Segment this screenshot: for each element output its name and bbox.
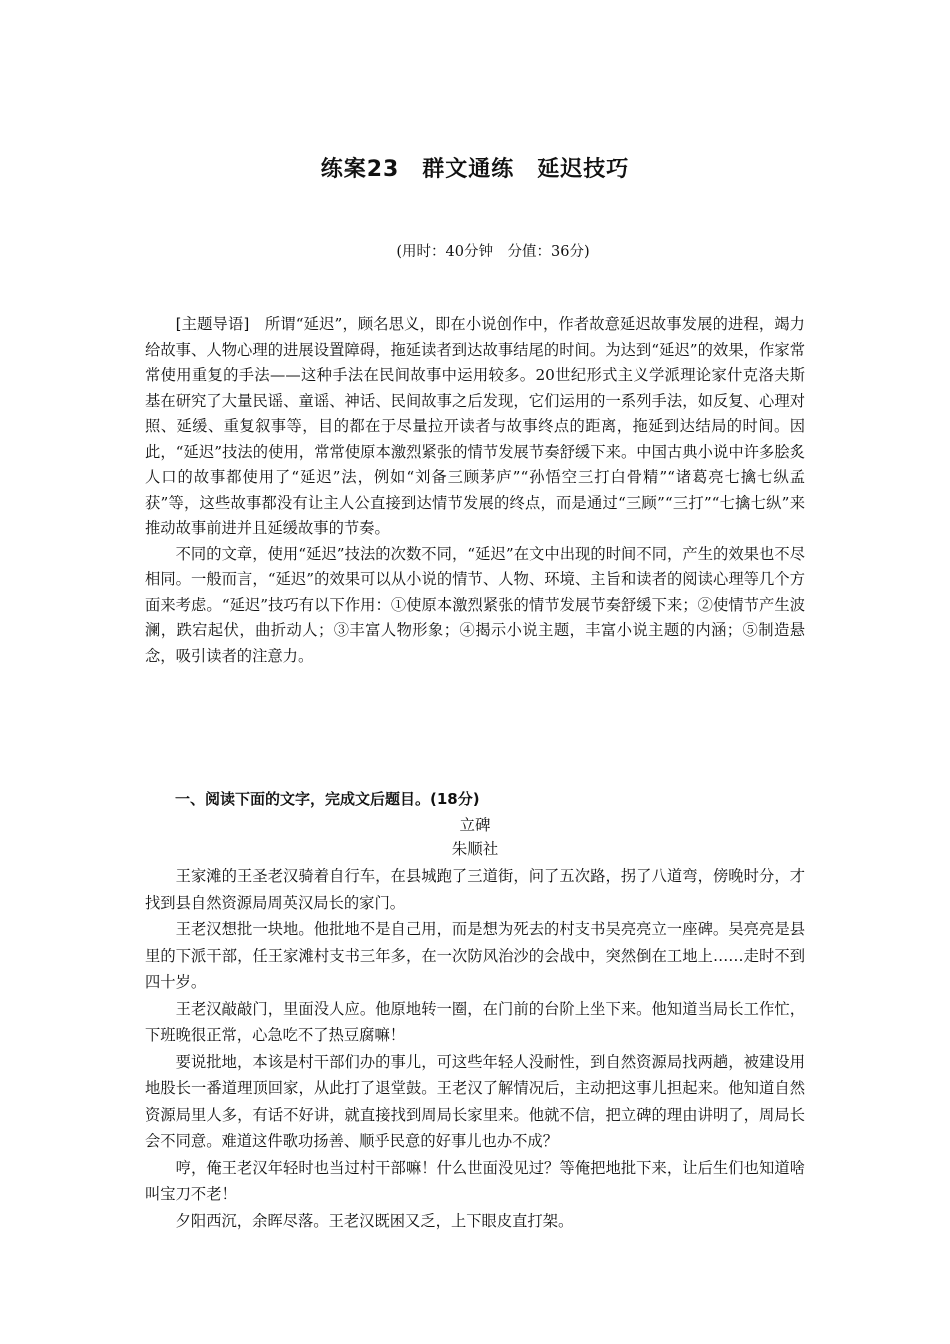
story-paragraph: 王老汉想批一块地。他批地不是自己用，而是想为死去的村支书吴亮亮立一座碑。吴亮亮是县里的下派干部，任王家滩村支书三年多，在一次防风治沙的会战中，突然倒在工地上……走时不到四十岁。 [145,920,805,991]
story-paragraph: 王老汉敲敲门，里面没人应。他原地转一圈，在门前的台阶上坐下来。他知道当局长工作忙，下班晚很正常，心急吃不了热豆腐嘛！ [145,999,805,1044]
story-author: 朱顺社 [451,840,499,858]
story-paragraph: 王家滩的王圣老汉骑着自行车，在县城跑了三道街，问了五次路，拐了八道弯，傍晚时分，才找到县自然资源局周英汉局长的家门。 [145,867,805,912]
story-paragraph: 要说批地，本该是村干部们办的事儿，可这些年轻人没耐性，到自然资源局找两趟，被建设用地股长一番道理顶回家，从此打了退堂鼓。王老汉了解情况后，主动把这事儿担起来。他知道自然资源局里人多，有话不好讲，就直接找到周局长家里来。他就不信，把立碑的理由讲明了，周局长会不同意。难道这件歌功扬善、顺乎民意的好事儿也办不成？ [145,1052,805,1150]
reading-section [145,788,805,1234]
page-title: 练案23 群文通练 延迟技巧 [320,157,630,182]
story-title: 立碑 [459,816,491,834]
time-score-note: (用时：40分钟 分值：36分) [396,244,590,260]
theme-intro [145,312,805,669]
intro-text-1: 所谓“延迟”，顾名思义，即在小说创作中，作者故意延迟故事发展的进程，竭力给故事、人物心理的进展设置障碍，拖延读者到达故事结尾的时间。为达到“延迟”的效果，作家常常使用重复的手法——这种手法在民间故事中运用较多。20世纪形式主义学派理论家什克洛夫斯基在研究了大量民谣、童谣、神话、民间故事之后发现，它们运用的一系列手法，如反复、心理对照、延缓、重复叙事等，目的都在于尽量拉开读者与故事终点的距离，拖延到达结局的时间。因此，“延迟”技法的使用，常常使原本激烈紧张的情节发展节奏舒缓下来。中国古典小说中许多脍炙人口的故事都使用了“延迟”法，例如“刘备三顾茅庐”“孙悟空三打白骨精”“诸葛亮七擒七纵孟获”等，这些故事都没有让主人公直接到达情节发展的终点，而是通过“三顾”“三打”“七擒七纵”来推动故事前进并且延缓故事的节奏。 [145,315,805,537]
story-paragraph: 哼，俺王老汉年轻时也当过村干部嘛！什么世面没见过？等俺把地批下来，让后生们也知道啥叫宝刀不老！ [145,1158,805,1203]
story-body [145,863,805,1234]
intro-paragraph-2: 不同的文章，使用“延迟”技法的次数不同，“延迟”在文中出现的时间不同，产生的效果也不尽相同。一般而言，“延迟”的效果可以从小说的情节、人物、环境、主旨和读者的阅读心理等几个方面来考虑。“延迟”技巧有以下作用：①使原本激烈紧张的情节发展节奏舒缓下来；②使情节产生波澜，跌宕起伏，曲折动人；③丰富人物形象；④揭示小说主题，丰富小说主题的内涵；⑤制造悬念，吸引读者的注意力。 [145,544,805,665]
section-heading: 一、阅读下面的文字，完成文后题目。(18分) [175,790,480,808]
story-paragraph: 夕阳西沉，余晖尽落。王老汉既困又乏，上下眼皮直打架。 [175,1211,574,1230]
intro-paragraph-1 [145,312,805,542]
theme-tag: [主题导语] [175,315,250,333]
